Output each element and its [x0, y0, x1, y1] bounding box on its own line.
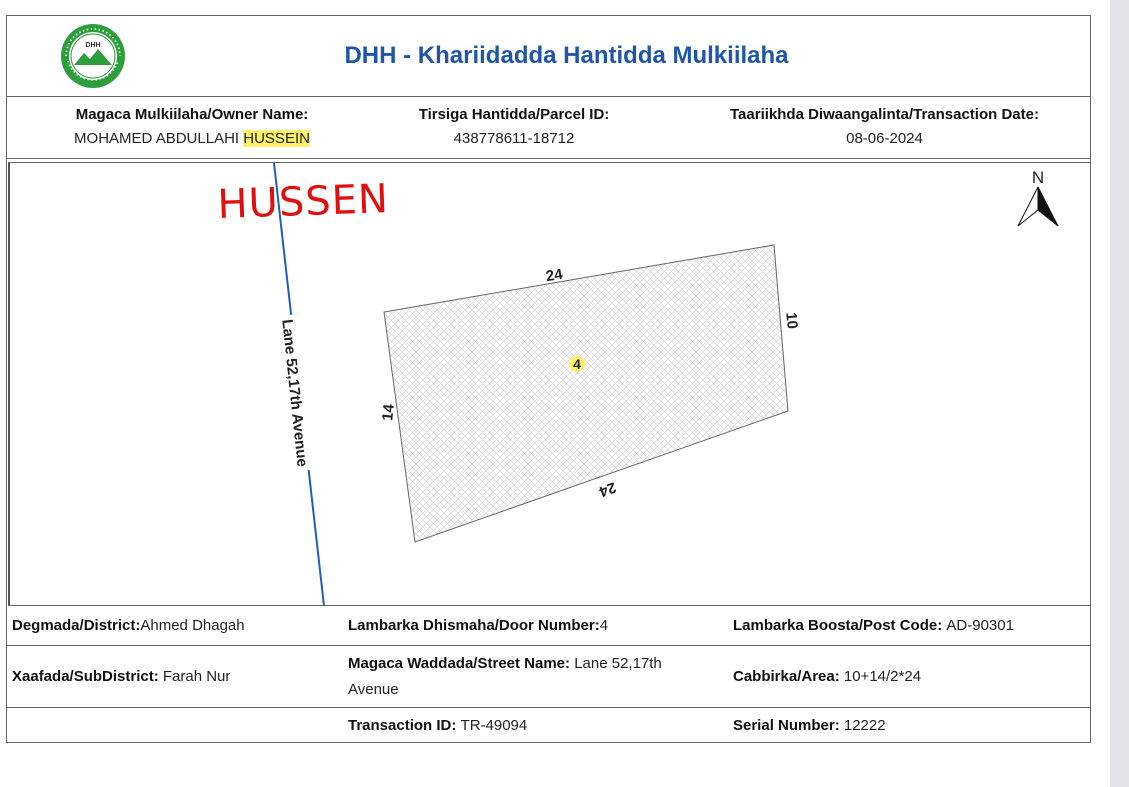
owner-label: Magaca Mulkiilaha/Owner Name: — [75, 106, 309, 123]
subdistrict-cell — [12, 646, 342, 707]
area-cell — [733, 646, 1083, 707]
north-arrow-icon — [1018, 168, 1058, 226]
door-label: Lambarka Dhismaha/Door Number: — [348, 617, 600, 634]
parcel-map — [8, 162, 1091, 606]
map-canvas — [10, 163, 1091, 606]
district-label: Degmada/District: — [12, 617, 141, 634]
serial-cell — [733, 708, 1083, 744]
owner-block — [22, 106, 362, 147]
street-cell — [348, 646, 668, 707]
details-table — [7, 607, 1090, 744]
street-value: Lane 52,17th Avenue — [348, 654, 662, 698]
owner-info-row — [7, 96, 1090, 159]
postcode-cell — [733, 607, 1083, 645]
side-bottom-label: 24 — [596, 478, 619, 501]
transaction-id-value: TR-49094 — [460, 717, 528, 734]
serial-value: 12222 — [843, 717, 886, 734]
owner-name-prefix: MOHAMED ABDULLAHI — [74, 130, 244, 147]
date-label: Taariikhda Diwaangalinta/Transaction Date: — [730, 106, 1039, 123]
document-title: DHH - Khariidadda Hantidda Mulkiilaha — [344, 42, 789, 69]
parcel-block — [349, 106, 679, 147]
transaction-id-label: Transaction ID: — [348, 717, 461, 734]
logo-text: DHH — [85, 42, 101, 49]
postcode-label: Lambarka Boosta/Post Code: — [733, 617, 947, 634]
side-right-label: 10 — [782, 311, 801, 330]
door-value: 4 — [599, 617, 609, 634]
area-value: 10+14/2*24 — [843, 667, 922, 685]
subdistrict-value: Farah Nur — [162, 667, 231, 685]
district-value: Ahmed Dhagah — [140, 617, 245, 634]
scrollbar-track[interactable] — [1110, 0, 1129, 787]
postcode-value: AD-90301 — [946, 617, 1014, 634]
parcel-polygon[interactable] — [384, 245, 788, 542]
side-left-label: 14 — [379, 403, 398, 422]
door-cell — [348, 607, 678, 645]
area-label: Cabbirka/Area: — [733, 667, 844, 685]
serial-label: Serial Number: — [733, 717, 844, 734]
parcel-id: 438778611-18712 — [453, 130, 575, 147]
transaction-date: 08-06-2024 — [846, 130, 923, 147]
parcel-document — [6, 15, 1091, 743]
north-label: N — [1031, 168, 1045, 187]
road-label: Lane 52,17th Avenue — [278, 318, 311, 468]
details-row — [7, 646, 1090, 708]
owner-name-highlight: HUSSEIN — [243, 130, 310, 147]
document-header — [7, 16, 1090, 97]
date-block — [697, 106, 1072, 147]
street-label: Magaca Waddada/Street Name: — [348, 654, 575, 672]
side-top-label: 24 — [544, 265, 564, 286]
parcel-number: 4 — [573, 356, 581, 372]
details-row — [7, 607, 1090, 646]
subdistrict-label: Xaafada/SubDistrict: — [12, 667, 163, 685]
details-row — [7, 708, 1090, 744]
handwritten-note: HUSSEN — [216, 176, 390, 228]
transaction-id-cell — [348, 708, 678, 744]
parcel-label: Tirsiga Hantidda/Parcel ID: — [418, 106, 610, 123]
district-cell — [12, 607, 342, 645]
owner-name — [22, 130, 362, 147]
road-label-group — [277, 314, 313, 471]
